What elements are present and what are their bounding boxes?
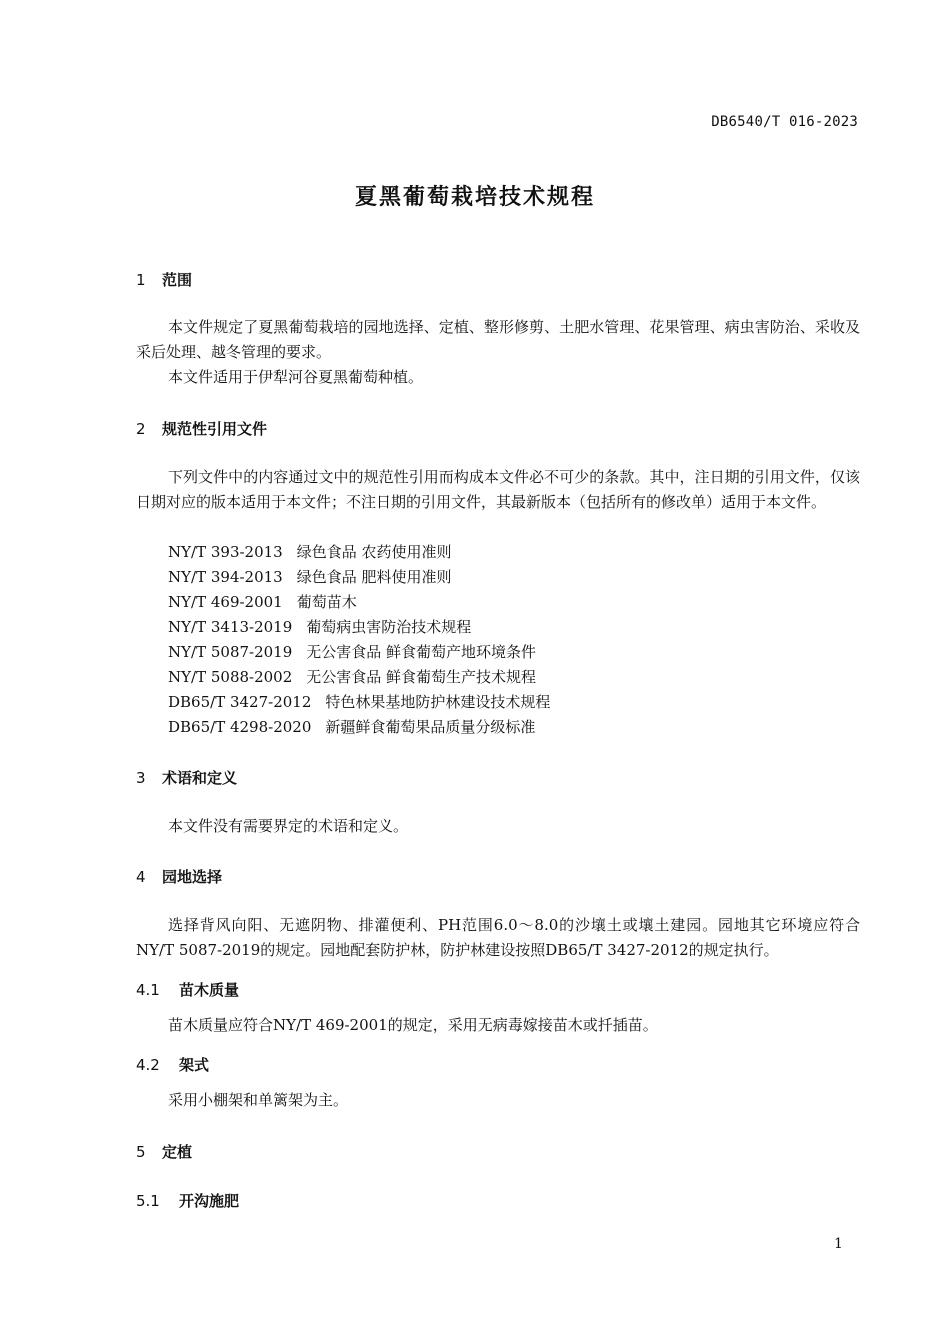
- section-4-1-heading: [136, 979, 239, 1000]
- document-code: DB6540/T 016-2023: [711, 114, 858, 130]
- section-2-heading: [136, 418, 267, 439]
- reference-name: 无公害食品 鲜食葡萄产地环境条件: [306, 643, 537, 661]
- section-number: 4: [136, 868, 146, 886]
- section-5-1-heading: [136, 1190, 239, 1211]
- section-5-heading: [136, 1141, 192, 1162]
- reference-code: NY/T 394-2013: [168, 568, 283, 586]
- section-1-heading: [136, 269, 192, 290]
- reference-item: [168, 691, 550, 712]
- reference-code: NY/T 3413-2019: [168, 618, 293, 636]
- section-number: 4.2: [136, 1056, 160, 1074]
- section-3-paragraph-1: 本文件没有需要界定的术语和定义。: [168, 817, 409, 835]
- section-4-paragraph-1: 选择背风向阳、无遮阴物、排灌便利、PH范围6.0～8.0的沙壤土或壤土建园。园地其它环境应符合NY/T 5087-2019的规定。园地配套防护林，防护林建设按照DB65/T 3427-2012的规定执行。: [136, 916, 860, 959]
- reference-name: 绿色食品 农药使用准则: [296, 543, 452, 561]
- section-number: 5.1: [136, 1192, 160, 1210]
- reference-code: DB65/T 4298-2020: [168, 718, 312, 736]
- section-title: 规范性引用文件: [162, 420, 268, 438]
- section-title: 园地选择: [162, 868, 223, 886]
- section-number: 5: [136, 1143, 146, 1161]
- reference-item: [168, 591, 357, 612]
- reference-code: DB65/T 3427-2012: [168, 693, 312, 711]
- section-1-paragraph-1: 本文件规定了夏黑葡萄栽培的园地选择、定植、整形修剪、土肥水管理、花果管理、病虫害防治、采收及采后处理、越冬管理的要求。: [136, 318, 860, 361]
- document-title: 夏黑葡萄栽培技术规程: [354, 185, 595, 210]
- section-4-2-heading: [136, 1054, 209, 1075]
- reference-item: [168, 566, 452, 587]
- reference-item: [168, 616, 471, 637]
- reference-name: 特色林果基地防护林建设技术规程: [325, 693, 551, 711]
- section-title: 定植: [162, 1143, 193, 1161]
- section-2-paragraph-1: 下列文件中的内容通过文中的规范性引用而构成本文件必不可少的条款。其中，注日期的引用文件，仅该日期对应的版本适用于本文件；不注日期的引用文件，其最新版本（包括所有的修改单）适用于本文件。: [136, 468, 860, 511]
- reference-code: NY/T 5087-2019: [168, 643, 293, 661]
- reference-code: NY/T 5088-2002: [168, 668, 293, 686]
- section-number: 3: [136, 769, 146, 787]
- reference-name: 新疆鲜食葡萄果品质量分级标准: [325, 718, 536, 736]
- section-title: 术语和定义: [162, 769, 238, 787]
- section-number: 2: [136, 420, 146, 438]
- reference-name: 无公害食品 鲜食葡萄生产技术规程: [306, 668, 537, 686]
- reference-item: [168, 666, 536, 687]
- reference-item: [168, 641, 536, 662]
- section-1-paragraph-2: 本文件适用于伊犁河谷夏黑葡萄种植。: [168, 368, 424, 386]
- section-title: 范围: [162, 271, 193, 289]
- section-number: 4.1: [136, 981, 160, 999]
- reference-name: 葡萄苗木: [296, 593, 357, 611]
- reference-name: 葡萄病虫害防治技术规程: [306, 618, 472, 636]
- reference-code: NY/T 393-2013: [168, 543, 283, 561]
- reference-name: 绿色食品 肥料使用准则: [296, 568, 452, 586]
- section-title: 苗木质量: [179, 981, 240, 999]
- page-number: 1: [834, 1236, 843, 1252]
- section-3-heading: [136, 767, 237, 788]
- reference-code: NY/T 469-2001: [168, 593, 283, 611]
- section-number: 1: [136, 271, 146, 289]
- section-4-1-paragraph-1: 苗木质量应符合NY/T 469-2001的规定，采用无病毒嫁接苗木或扦插苗。: [168, 1016, 658, 1034]
- section-title: 开沟施肥: [179, 1192, 240, 1210]
- reference-item: [168, 541, 452, 562]
- section-4-2-paragraph-1: 采用小棚架和单篱架为主。: [168, 1091, 349, 1109]
- section-title: 架式: [179, 1056, 210, 1074]
- section-4-heading: [136, 866, 222, 887]
- reference-item: [168, 716, 535, 737]
